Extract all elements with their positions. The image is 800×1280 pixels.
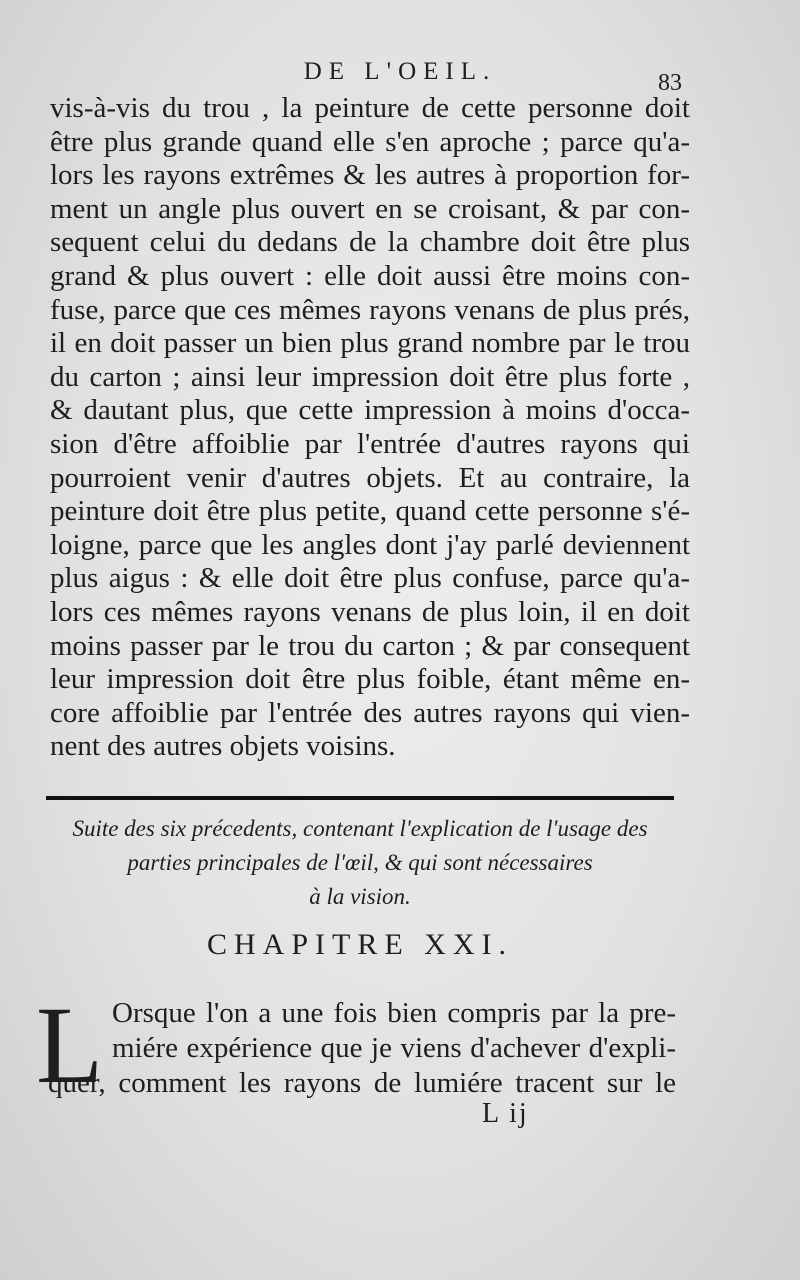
section-title-line: Suite des six précedents, contenant l'explication de l'usage des bbox=[72, 816, 648, 841]
text-line: vis-à-vis du trou , la peinture de cette personne doit bbox=[50, 92, 690, 124]
text-line: quer, comment les rayons de lumiére tracent sur le bbox=[48, 1067, 676, 1099]
section-title bbox=[30, 812, 690, 914]
text-line: miére expérience que je viens d'achever d'expli- bbox=[112, 1032, 676, 1064]
text-line: peinture doit être plus petite, quand cette personne s'é- bbox=[50, 495, 690, 528]
text-line: leur impression doit être plus foible, étant même en- bbox=[50, 663, 690, 696]
text-line: il en doit passer un bien plus grand nombre par le trou bbox=[50, 327, 690, 360]
text-line: grand & plus ouvert : elle doit aussi être moins con- bbox=[50, 259, 690, 292]
text-line: plus aigus : & elle doit être plus confuse, parce qu'a- bbox=[50, 562, 690, 595]
section-title-line: parties principales de l'œil, & qui sont nécessaires bbox=[127, 850, 593, 875]
section-title-line: à la vision. bbox=[309, 884, 411, 909]
text-line: nent des autres objets voisins. bbox=[50, 730, 396, 763]
text-line: moins passer par le trou du carton ; & par consequent bbox=[50, 629, 690, 662]
text-line: être plus grande quand elle s'en aproche ; parce qu'a- bbox=[50, 125, 690, 158]
text-line: Orsque l'on a une fois bien compris par la pre- bbox=[112, 997, 676, 1029]
text-line: du carton ; ainsi leur impression doit être plus forte , bbox=[50, 360, 690, 393]
text-line: sion d'être affoiblie par l'entrée d'autres rayons qui bbox=[50, 427, 690, 460]
text-line: pourroient venir d'autres objets. Et au contraire, la bbox=[50, 461, 690, 494]
text-line: fuse, parce que ces mêmes rayons venans de plus prés, bbox=[50, 293, 690, 326]
page-number: 83 bbox=[658, 70, 682, 96]
running-header: DE L'OEIL. bbox=[303, 58, 497, 85]
text-line: core affoiblie par l'entrée des autres rayons qui vien- bbox=[50, 696, 690, 729]
signature-mark: L ij bbox=[482, 1098, 529, 1129]
chapter-heading: CHAPITRE XXI. bbox=[207, 928, 513, 961]
text-line: sequent celui du dedans de la chambre doit être plus bbox=[50, 226, 690, 259]
drop-cap: L bbox=[36, 984, 104, 1106]
text-line: & dautant plus, que cette impression à moins d'occa- bbox=[50, 394, 690, 427]
section-divider bbox=[46, 796, 674, 800]
text-line: ment un angle plus ouvert en se croisant, & par con- bbox=[50, 192, 690, 225]
text-line: loigne, parce que les angles dont j'ay parlé deviennent bbox=[50, 528, 690, 561]
body-paragraph bbox=[50, 92, 690, 764]
chapter-paragraph bbox=[48, 996, 676, 1101]
text-line: lors les rayons extrêmes & les autres à proportion for- bbox=[50, 159, 690, 192]
text-line: lors ces mêmes rayons venans de plus loin, il en doit bbox=[50, 595, 690, 628]
